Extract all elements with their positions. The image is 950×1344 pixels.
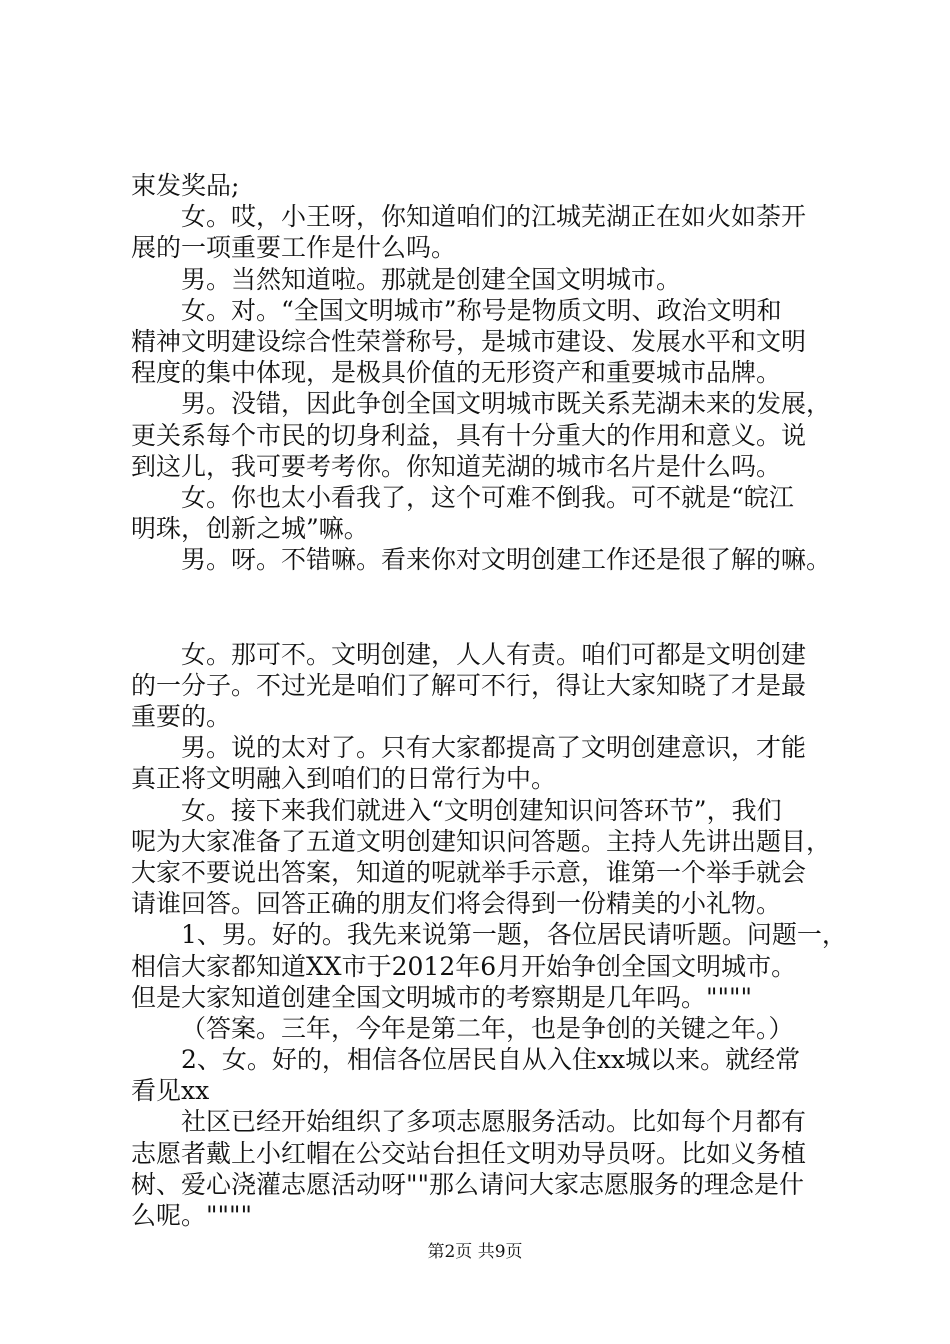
text-line: 相信大家都知道XX市于2012年6月开始争创全国文明城市。 (131, 951, 797, 981)
text-line: 女。你也太小看我了，这个可难不倒我。可不就是“皖江 (181, 482, 794, 512)
text-line: 看见xx (131, 1076, 210, 1106)
text-line: 1、男。好的。我先来说第一题，各位居民请听题。问题一， (181, 920, 847, 950)
text-line: 的一分子。不过光是咱们了解可不行，得让大家知晓了才是最 (131, 670, 807, 700)
text-line: 到这儿，我可要考考你。你知道芜湖的城市名片是什么吗。 (131, 451, 782, 481)
text-line: 程度的集中体现，是极具价值的无形资产和重要城市品牌。 (131, 358, 782, 388)
text-line: 社区已经开始组织了多项志愿服务活动。比如每个月都有 (181, 1107, 807, 1137)
text-line: 男。没错，因此争创全国文明城市既关系芜湖未来的发展， (181, 389, 832, 419)
document-body (131, 170, 847, 1231)
text-line: 更关系每个市民的切身利益，具有十分重大的作用和意义。说 (131, 420, 807, 450)
text-line: 重要的。 (131, 702, 232, 731)
text-line: 精神文明建设综合性荣誉称号，是城市建设、发展水平和文明 (131, 326, 807, 356)
text-line: 男。呀。不错嘛。看来你对文明创建工作还是很了解的嘛。 (181, 545, 832, 575)
text-line: 真正将文明融入到咱们的日常行为中。 (131, 764, 557, 794)
text-line: 女。对。“全国文明城市”称号是物质文明、政治文明和 (181, 295, 782, 325)
text-line: （答案。三年，今年是第二年，也是争创的关键之年。） (181, 1013, 794, 1043)
text-line: 束发奖品; (131, 171, 240, 200)
text-line: 请谁回答。回答正确的朋友们将会得到一份精美的小礼物。 (131, 889, 782, 919)
text-line: 树、爱心浇灌志愿活动呀""那么请问大家志愿服务的理念是什 (131, 1169, 805, 1199)
page-footer: 第2页 共9页 (427, 1242, 523, 1262)
text-line: 女。哎，小王呀，你知道咱们的江城芜湖正在如火如荼开 (181, 202, 807, 232)
text-line: 明珠，创新之城”嘛。 (131, 514, 369, 544)
blank-line (131, 591, 831, 622)
text-line: 女。接下来我们就进入“文明创建知识问答环节”，我们 (181, 795, 782, 825)
text-line: 2、女。好的，相信各位居民自从入住xx城以来。就经常 (181, 1045, 801, 1075)
text-line: 大家不要说出答案，知道的呢就举手示意，谁第一个举手就会 (131, 857, 807, 887)
text-line: 展的一项重要工作是什么吗。 (131, 233, 457, 263)
text-line: 男。说的太对了。只有大家都提高了文明创建意识，才能 (181, 733, 807, 763)
text-line: 志愿者戴上小红帽在公交站台担任文明劝导员呀。比如义务植 (131, 1138, 807, 1168)
text-line: 女。那可不。文明创建，人人有责。咱们可都是文明创建 (181, 639, 807, 669)
text-line: 么呢。"""" (131, 1201, 252, 1230)
text-line: 呢为大家准备了五道文明创建知识问答题。主持人先讲出题目， (131, 826, 832, 856)
text-line: 男。当然知道啦。那就是创建全国文明城市。 (181, 264, 682, 294)
text-line: 但是大家知道创建全国文明城市的考察期是几年吗。"""" (131, 982, 752, 1012)
